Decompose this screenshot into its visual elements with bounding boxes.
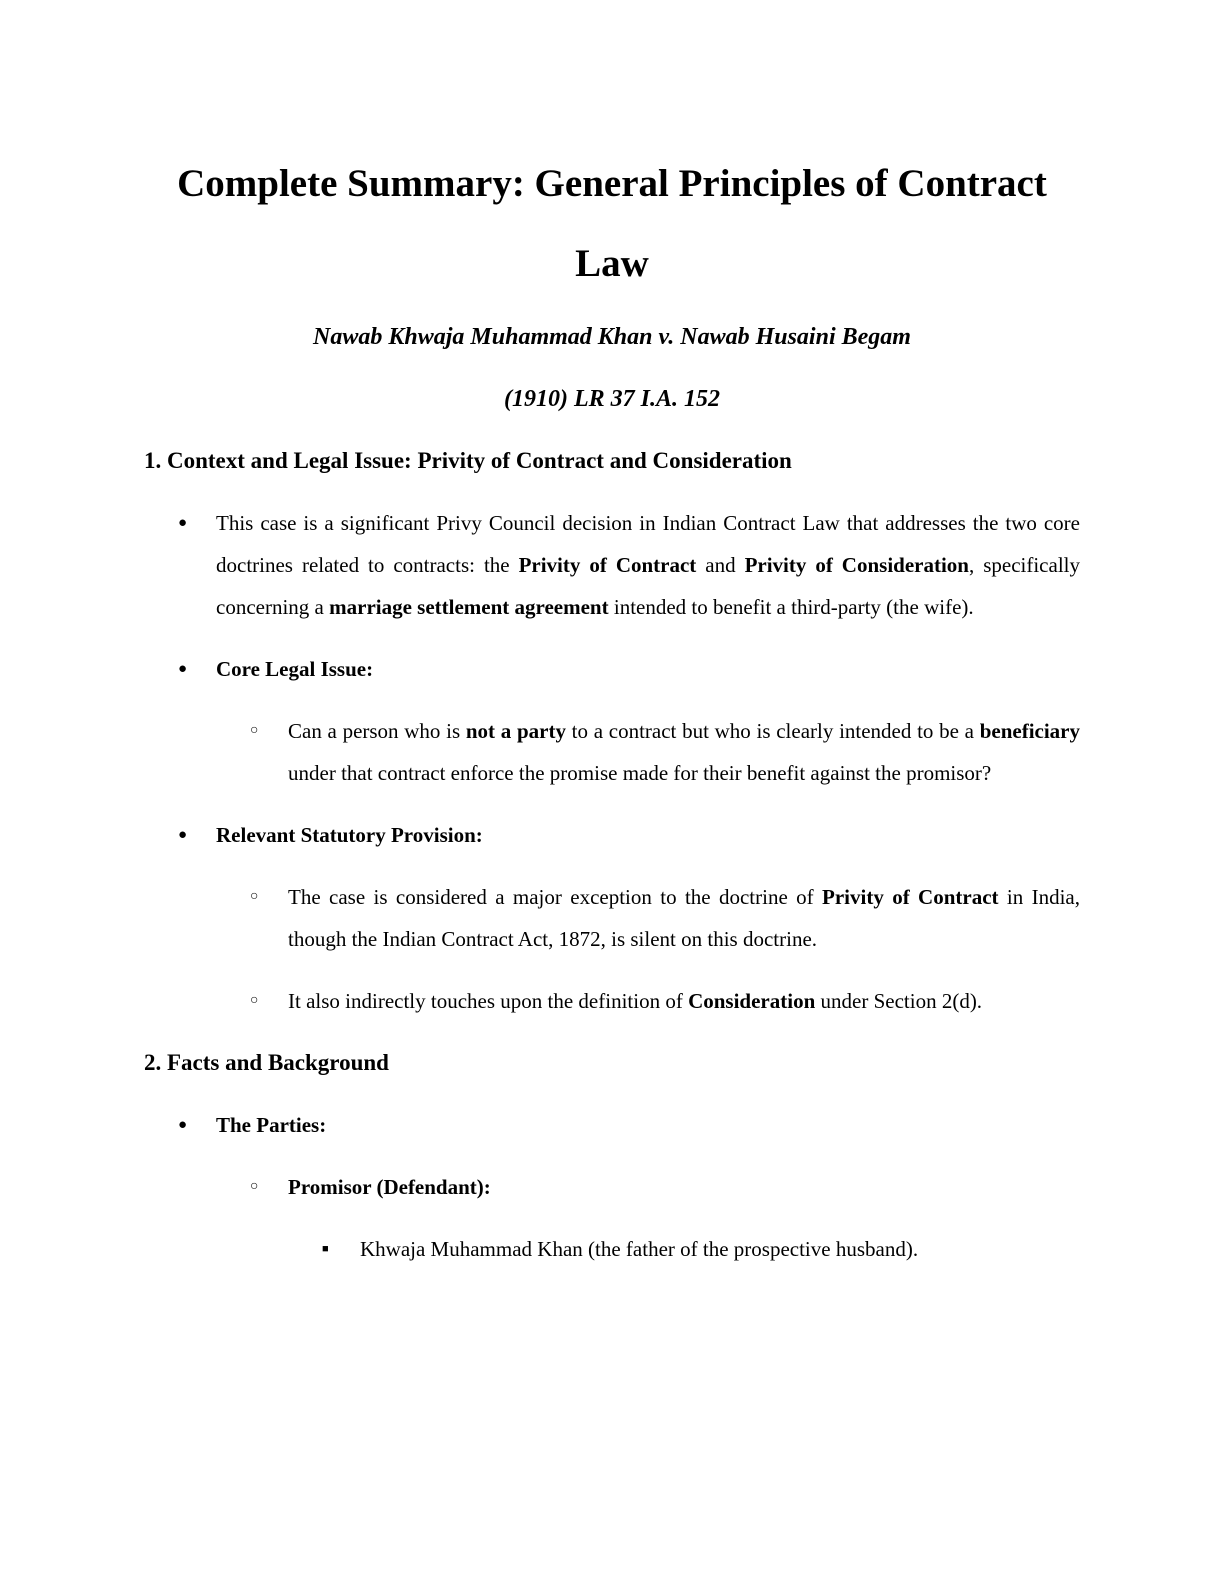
bullet-circle-icon: ○	[250, 993, 259, 1008]
case-citation: (1910) LR 37 I.A. 152	[504, 386, 720, 412]
list-item	[144, 814, 1080, 856]
list-item	[144, 710, 1080, 794]
list-item-text: This case is a significant Privy Council decision in Indian Contract Law that addresses the two core doctrines related to contracts: the Privity of Contract and Privity of Consideration, specifically concerning a marriage settlement agreement intended to benefit a third-party (the wife).	[216, 511, 1080, 619]
document-title-line1: Complete Summary: General Principles of Contract	[177, 162, 1047, 205]
bullet-square-icon: ■	[322, 1243, 329, 1255]
list-item	[144, 1228, 1080, 1270]
document-body	[144, 440, 1080, 1270]
bullet-disc-icon: ●	[178, 661, 188, 677]
list-item	[144, 876, 1080, 960]
list-item	[144, 502, 1080, 628]
list-item-text: The case is considered a major exception to the doctrine of Privity of Contract in India, though the Indian Contract Act, 1872, is silent on this doctrine.	[288, 885, 1080, 951]
list-item-text: Khwaja Muhammad Khan (the father of the prospective husband).	[360, 1237, 919, 1261]
list-item	[144, 1166, 1080, 1208]
list-item-text: The Parties:	[216, 1113, 327, 1137]
section-heading: 2. Facts and Background	[144, 1050, 389, 1075]
list-item-text: Relevant Statutory Provision:	[216, 823, 483, 847]
bullet-circle-icon: ○	[250, 1179, 259, 1194]
case-name: Nawab Khwaja Muhammad Khan v. Nawab Husaini Begam	[313, 324, 911, 350]
bullet-disc-icon: ●	[178, 827, 188, 843]
bullet-disc-icon: ●	[178, 1117, 188, 1133]
section-heading: 1. Context and Legal Issue: Privity of Contract and Consideration	[144, 448, 792, 473]
list-item	[144, 980, 1080, 1022]
bullet-circle-icon: ○	[250, 723, 259, 738]
list-item-text: It also indirectly touches upon the definition of Consideration under Section 2(d).	[288, 989, 983, 1013]
list-item-text: Promisor (Defendant):	[288, 1175, 491, 1199]
list-item	[144, 1104, 1080, 1146]
bullet-disc-icon: ●	[178, 515, 188, 531]
list-item	[144, 648, 1080, 690]
document-title-line2: Law	[575, 242, 649, 285]
bullet-circle-icon: ○	[250, 889, 259, 904]
document-title	[144, 144, 1080, 304]
list-item-text: Core Legal Issue:	[216, 657, 374, 681]
list-item-text: Can a person who is not a party to a contract but who is clearly intended to be a beneficiary under that contract enforce the promise made for their benefit against the promisor?	[288, 719, 1081, 785]
